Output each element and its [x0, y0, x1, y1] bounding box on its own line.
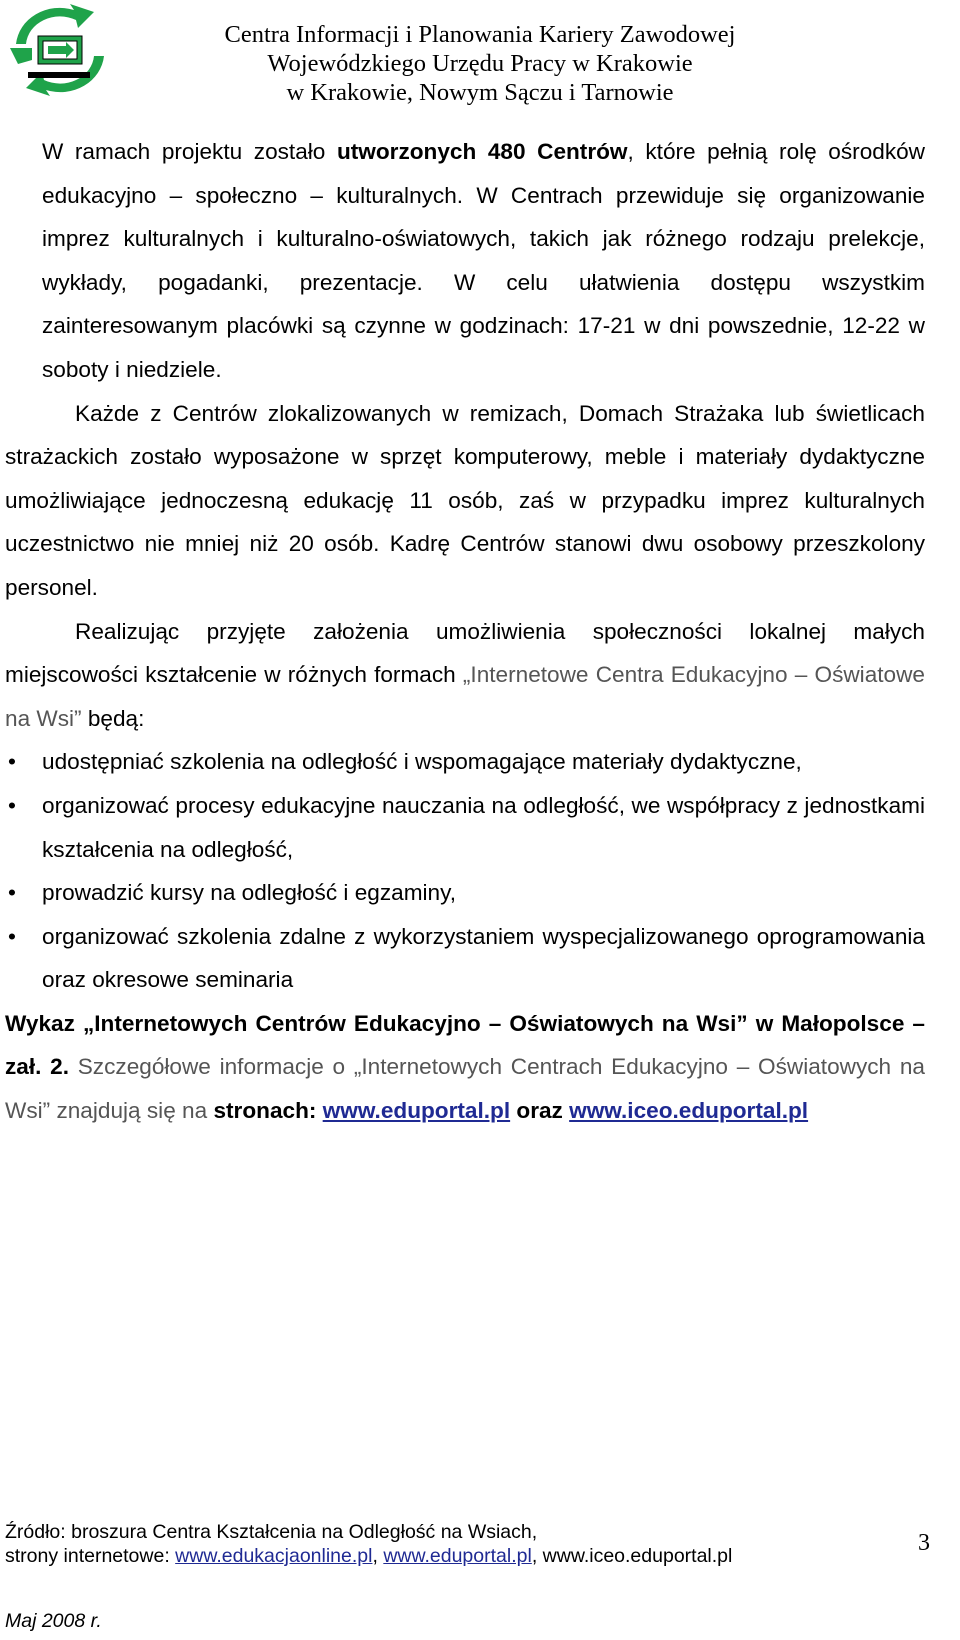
header-line-3: w Krakowie, Nowym Sączu i Tarnowie [286, 79, 674, 106]
footer-iceo-site: www.iceo.eduportal.pl [542, 1545, 733, 1567]
list-item [5, 871, 925, 915]
footer-sites [5, 1544, 905, 1568]
footer [5, 1520, 905, 1568]
paragraph-1-text-cont: , które pełnią rolę ośrodków edukacyjno – społeczno – kulturalnych. W Centrach przewiduje się organizowanie imprez kulturalnych i kulturalno-oświatowych, takich jak różnego rodzaju prelekcje, wykłady, pogadanki, prezentacje. W celu ułatwienia dostępu wszystkim zainteresowanym placówki są czynne w godzinach: 17-21 w dni powszednie, 12-22 w soboty i niedziele. [42, 139, 926, 382]
footer-sep-2: , [531, 1545, 543, 1567]
paragraph-2: Każde z Centrów zlokalizowanych w remizach, Domach Strażaka lub świetlicach strażackich zostało wyposażone w sprzęt komputerowy, meble i materiały dydaktyczne umożliwiające jednoczesną edukację 11 osób, zaś w przypadku imprez kulturalnych uczestnictwo nie mniej niż 20 osób. Kadrę Centrów stanowi dwu osobowy przeszkolony personel. [5, 400, 925, 600]
paragraph-4-grey: Szczegółowe informacje o „Internetowych Centrach Edukacyjno – Oświatowych na Wsi” znajdują się na [5, 1054, 925, 1124]
header-line-1: Centra Informacji i Planowania Kariery Zawodowej [224, 21, 736, 48]
bullet-list [5, 740, 925, 1002]
edukacjaonline-link[interactable]: www.edukacjaonline.pl [175, 1545, 373, 1567]
bullet-icon: • [8, 792, 16, 818]
list-item [5, 740, 925, 784]
paragraph-4-oraz: oraz [510, 1098, 570, 1124]
header [200, 20, 760, 107]
paragraph-3-grey: „Internetowe Centra Edukacyjno – Oświatowe na Wsi” [5, 662, 925, 731]
bullet-icon: • [8, 880, 16, 906]
list-item-text: organizować procesy edukacyjne nauczania na odległość, we współpracy z jednostkami kształcenia na odległość, [42, 792, 925, 862]
paragraph-1-text: W ramach projektu zostało [42, 139, 337, 164]
footer-sep-1: , [372, 1545, 384, 1567]
footer-eduportal-link[interactable]: www.eduportal.pl [383, 1545, 532, 1567]
paragraph-4 [5, 1002, 925, 1133]
annex-reference: Wykaz „Internetowych Centrów Edukacyjno – Oświatowych na Wsi” w Małopolsce – zał. 2. [5, 1010, 925, 1080]
list-item-text: udostępniać szkolenia na odległość i wspomagające materiały dydaktyczne, [42, 749, 802, 775]
document-date: Maj 2008 r. [5, 1610, 102, 1632]
list-item [5, 915, 925, 1002]
page-number: 3 [918, 1530, 930, 1556]
paragraph-3-text: Realizując przyjęte założenia umożliwienia społeczności lokalnej małych miejscowości kształcenie w różnych formach [5, 618, 925, 688]
logo-icon [4, 4, 116, 96]
paragraph-4-bold: stronach: [213, 1098, 323, 1124]
footer-source: Źródło: broszura Centra Kształcenia na Odległość na Wsiach, [5, 1521, 538, 1543]
footer-sites-prefix: strony internetowe: [5, 1545, 176, 1567]
paragraph-3-text-end: będą: [81, 705, 145, 731]
bullet-icon: • [8, 749, 16, 775]
paragraph-1 [5, 130, 925, 392]
list-item-text: organizować szkolenia zdalne z wykorzystaniem wyspecjalizowanego oprogramowania oraz okresowe seminaria [42, 923, 925, 993]
list-item [5, 784, 925, 871]
eduportal-link[interactable]: www.eduportal.pl [322, 1098, 511, 1124]
paragraph-3 [5, 610, 925, 741]
header-line-2: Wojewódzkiego Urzędu Pracy w Krakowie [267, 50, 693, 77]
list-item-text: prowadzić kursy na odległość i egzaminy, [42, 880, 456, 906]
bullet-icon: • [8, 923, 16, 949]
iceo-eduportal-link[interactable]: www.iceo.eduportal.pl [569, 1098, 809, 1124]
document-body [5, 130, 925, 1133]
paragraph-1-bold: utworzonych 480 Centrów [336, 139, 628, 164]
